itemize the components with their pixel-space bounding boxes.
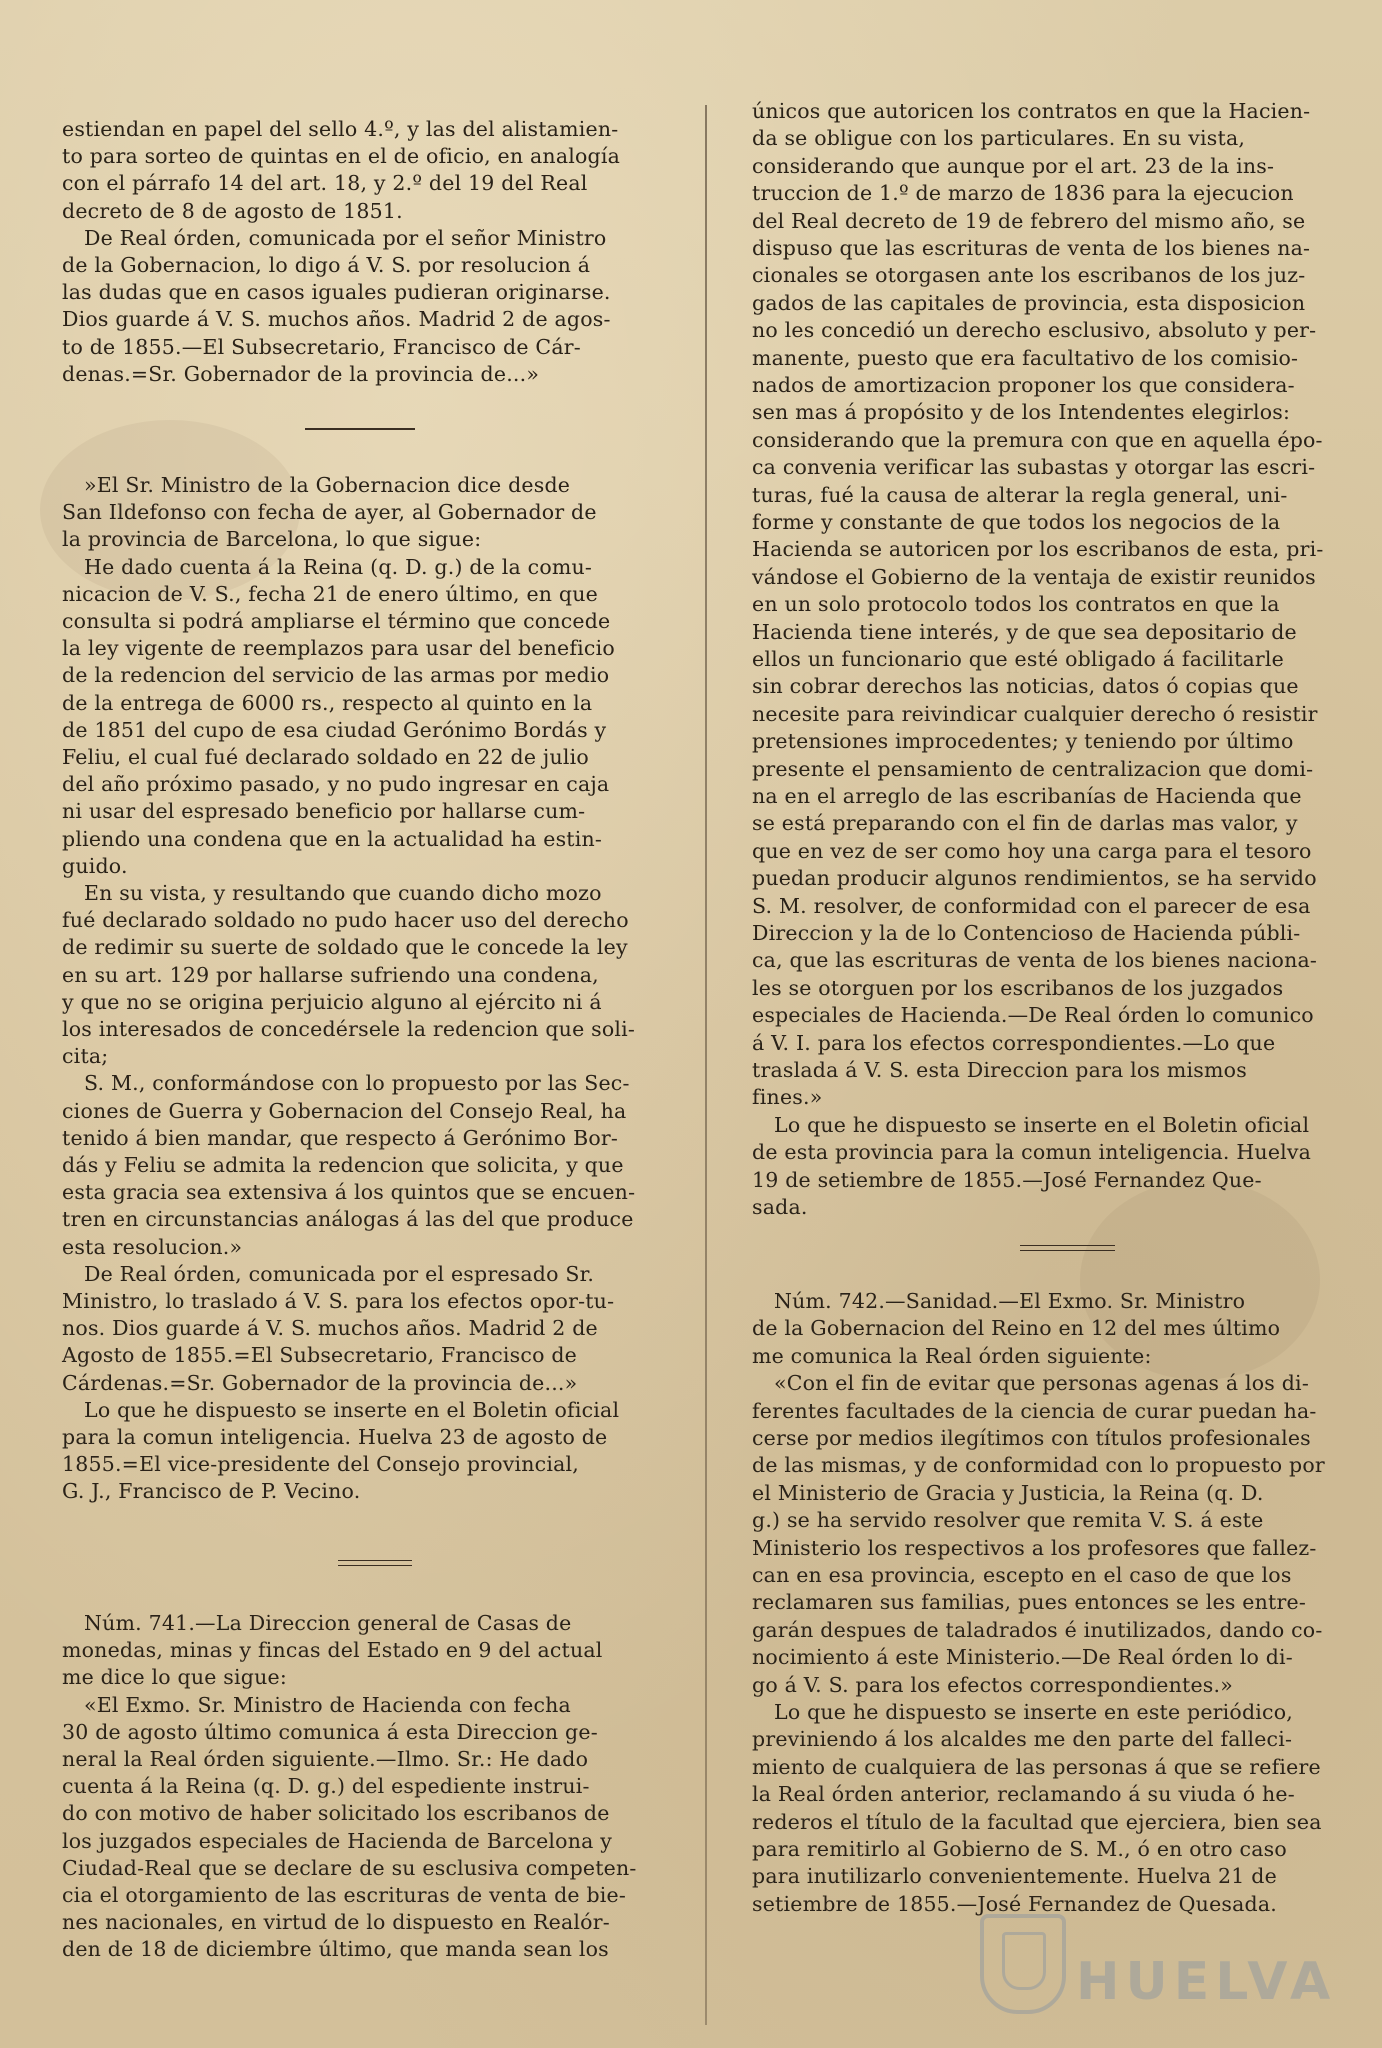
text-line: neral la Real órden siguiente.—Ilmo. Sr.: He dado xyxy=(62,1747,589,1771)
text-line: Hacienda se autoricen por los escribanos de esta, pri- xyxy=(752,537,1324,561)
text-line: Núm. 741.—La Direccion general de Casas de xyxy=(84,1611,572,1635)
text-line: Direccion y la de lo Contencioso de Hacienda públi- xyxy=(752,921,1301,945)
text-line: monedas, minas y fincas del Estado en 9 del actual xyxy=(62,1638,603,1662)
text-line: nados de amortizacion proponer los que considera- xyxy=(752,373,1295,397)
text-line: cionales se otorgasen ante los escribanos de los juz- xyxy=(752,263,1306,287)
text-line: les se otorguen por los escribanos de los juzgados xyxy=(752,976,1284,1000)
text-line: estiendan en papel del sello 4.º, y las del alistamien- xyxy=(62,117,619,141)
text-line: para la comun inteligencia. Huelva 23 de agosto de xyxy=(62,1425,608,1449)
text-line: el Ministerio de Gracia y Justicia, la Reina (q. D. xyxy=(752,1481,1264,1505)
text-line: San Ildefonso con fecha de ayer, al Gobernador de xyxy=(62,500,597,524)
section-separator xyxy=(1020,1245,1115,1251)
text-line: dás y Feliu se admita la redencion que solicita, y que xyxy=(62,1153,624,1177)
text-line: cia el otorgamiento de las escrituras de venta de bie- xyxy=(62,1883,627,1907)
text-line: la provincia de Barcelona, lo que sigue: xyxy=(62,527,482,551)
text-line: que en vez de ser como hoy una carga para el tesoro xyxy=(752,839,1312,863)
text-line: He dado cuenta á la Reina (q. D. g.) de la comu- xyxy=(84,555,593,579)
text-line: especiales de Hacienda.—De Real órden lo comunico xyxy=(752,1003,1314,1027)
text-line: gados de las capitales de provincia, esta disposicion xyxy=(752,291,1306,315)
text-line: considerando que la premura con que en aquella épo- xyxy=(752,428,1323,452)
text-line: cuenta á la Reina (q. D. g.) del espediente instrui- xyxy=(62,1774,590,1798)
text-line: de 1851 del cupo de esa ciudad Gerónimo Bordás y xyxy=(62,718,607,742)
text-line: na en el arreglo de las escribanías de Hacienda que xyxy=(752,784,1302,808)
text-line: necesite para reivindicar cualquier derecho ó resistir xyxy=(752,702,1318,726)
text-line: del Real decreto de 19 de febrero del mismo año, se xyxy=(752,209,1306,233)
text-line: de la redencion del servicio de las armas por medio xyxy=(62,663,610,687)
text-line: únicos que autoricen los contratos en que la Hacien- xyxy=(752,99,1311,123)
text-line: truccion de 1.º de marzo de 1836 para la ejecucion xyxy=(752,181,1294,205)
text-line: traslada á V. S. esta Direccion para los mismos xyxy=(752,1058,1247,1082)
text-line: Ministro, lo traslado á V. S. para los efectos opor-tu- xyxy=(62,1289,615,1313)
text-line: Lo que he dispuesto se inserte en el Boletin oficial xyxy=(774,1113,1310,1137)
text-line: nocimiento á este Ministerio.—De Real órden lo di- xyxy=(752,1645,1293,1669)
text-line: dispuso que las escrituras de venta de los bienes na- xyxy=(752,236,1311,260)
text-line: y que no se origina perjuicio alguno al ejército ni á xyxy=(62,990,602,1014)
text-line: forme y constante de que todos los negocios de la xyxy=(752,510,1281,534)
text-line: garán despues de taladrados é inutilizados, dando co- xyxy=(752,1618,1323,1642)
text-line: de la entrega de 6000 rs., respecto al quinto en la xyxy=(62,691,593,715)
text-line: go á V. S. para los efectos correspondientes.» xyxy=(752,1673,1233,1697)
watermark-text: HUELVA xyxy=(1076,1952,1337,2012)
text-line: nos. Dios guarde á V. S. muchos años. Madrid 2 de xyxy=(62,1316,598,1340)
text-line: Feliu, el cual fué declarado soldado en 22 de julio xyxy=(62,745,589,769)
text-line: nicacion de V. S., fecha 21 de enero último, en que xyxy=(62,582,598,606)
text-line: Agosto de 1855.=El Subsecretario, Francisco de xyxy=(62,1343,577,1367)
text-line: presente el pensamiento de centralizacion que domi- xyxy=(752,757,1314,781)
text-line: previniendo á los alcaldes me den parte del falleci- xyxy=(752,1727,1293,1751)
text-line: to de 1855.—El Subsecretario, Francisco de Cár- xyxy=(62,335,581,359)
text-line: turas, fué la causa de alterar la regla general, uni- xyxy=(752,483,1288,507)
section-separator xyxy=(305,428,415,430)
text-line: rederos el título de la facultad que ejerciera, bien sea xyxy=(752,1810,1322,1834)
text-line: de las mismas, y de conformidad con lo propuesto por xyxy=(752,1453,1325,1477)
text-line: ca, que las escrituras de venta de los bienes naciona- xyxy=(752,948,1318,972)
column-divider xyxy=(705,105,707,2025)
archive-shield-icon xyxy=(980,1914,1066,2014)
text-line: en su art. 129 por hallarse sufriendo una condena, xyxy=(62,963,599,987)
text-line: tren en circunstancias análogas á las del que produce xyxy=(62,1207,634,1231)
text-line: S. M. resolver, de conformidad con el parecer de esa xyxy=(752,894,1311,918)
text-line: S. M., conformándose con lo propuesto por las Sec- xyxy=(84,1071,630,1095)
text-line: Ministerio los respectivos a los profesores que fallez- xyxy=(752,1536,1317,1560)
text-line: me dice lo que sigue: xyxy=(62,1665,287,1689)
text-line: sen mas á propósito y de los Intendentes elegirlos: xyxy=(752,400,1291,424)
text-line: can en esa provincia, escepto en el caso de que los xyxy=(752,1563,1292,1587)
text-line: 30 de agosto último comunica á esta Direccion ge- xyxy=(62,1720,598,1744)
text-line: ellos un funcionario que esté obligado á facilitarle xyxy=(752,647,1285,671)
text-line: G. J., Francisco de P. Vecino. xyxy=(62,1479,361,1503)
text-line: considerando que aunque por el art. 23 de la ins- xyxy=(752,154,1275,178)
text-line: ferentes facultades de la ciencia de curar puedan ha- xyxy=(752,1399,1317,1423)
text-line: guido. xyxy=(62,854,128,878)
text-line: do con motivo de haber solicitado los escribanos de xyxy=(62,1801,610,1825)
text-line: ca convenia verificar las subastas y otorgar las escri- xyxy=(752,455,1316,479)
left-column xyxy=(62,0,672,2048)
text-line: reclamaren sus familias, pues entonces se les entre- xyxy=(752,1590,1306,1614)
text-line: fué declarado soldado no pudo hacer uso del derecho xyxy=(62,908,629,932)
text-line: den de 18 de diciembre último, que manda sean los xyxy=(62,1937,609,1961)
text-line: no les concedió un derecho esclusivo, absoluto y per- xyxy=(752,318,1317,342)
text-line: puedan producir algunos rendimientos, se ha servido xyxy=(752,866,1317,890)
text-line: ni usar del espresado beneficio por hallarse cum- xyxy=(62,799,586,823)
text-line: la ley vigente de reemplazos para usar del beneficio xyxy=(62,636,615,660)
text-line: 19 de setiembre de 1855.—José Fernandez Que- xyxy=(752,1168,1262,1192)
text-line: Lo que he dispuesto se inserte en el Boletin oficial xyxy=(84,1398,620,1422)
text-line: con el párrafo 14 del art. 18, y 2.º del 19 del Real xyxy=(62,171,588,195)
text-line: de redimir su suerte de soldado que le concede la ley xyxy=(62,935,628,959)
text-line: denas.=Sr. Gobernador de la provincia de...» xyxy=(62,362,540,386)
text-line: me comunica la Real órden siguiente: xyxy=(752,1344,1152,1368)
archive-watermark xyxy=(980,1906,1337,2016)
text-line: tenido á bien mandar, que respecto á Gerónimo Bor- xyxy=(62,1126,619,1150)
text-line: g.) se ha servido resolver que remita V. S. á este xyxy=(752,1508,1264,1532)
text-line: los juzgados especiales de Hacienda de Barcelona y xyxy=(62,1829,613,1853)
text-line: Ciudad-Real que se declare de su esclusiva competen- xyxy=(62,1856,637,1880)
section-separator xyxy=(338,1560,412,1566)
text-line: para remitirlo al Gobierno de S. M., ó en otro caso xyxy=(752,1837,1287,1861)
text-line: 1855.=El vice-presidente del Consejo provincial, xyxy=(62,1452,580,1476)
text-line: manente, puesto que era facultativo de los comisio- xyxy=(752,346,1299,370)
text-line: esta gracia sea extensiva á los quintos que se encuen- xyxy=(62,1180,636,1204)
text-line: pliendo una condena que en la actualidad ha estin- xyxy=(62,827,603,851)
text-line: decreto de 8 de agosto de 1851. xyxy=(62,199,403,223)
right-column xyxy=(752,0,1372,2048)
text-line: De Real órden, comunicada por el espresado Sr. xyxy=(84,1262,595,1286)
text-line: sada. xyxy=(752,1195,808,1219)
text-line: los interesados de concedérsele la redencion que soli- xyxy=(62,1017,636,1041)
text-line: de esta provincia para la comun inteligencia. Huelva xyxy=(752,1140,1312,1164)
text-line: De Real órden, comunicada por el señor Ministro xyxy=(84,226,607,250)
text-line: las dudas que en casos iguales pudieran originarse. xyxy=(62,280,611,304)
text-line: la Real órden anterior, reclamando á su viuda ó he- xyxy=(752,1782,1295,1806)
text-line: «Con el fin de evitar que personas agenas á los di- xyxy=(774,1371,1309,1395)
text-line: cerse por medios ilegítimos con títulos profesionales xyxy=(752,1426,1311,1450)
text-line: Dios guarde á V. S. muchos años. Madrid 2 de agos- xyxy=(62,307,611,331)
text-line: «El Exmo. Sr. Ministro de Hacienda con fecha xyxy=(84,1693,571,1717)
text-line: de la Gobernacion, lo digo á V. S. por resolucion á xyxy=(62,253,591,277)
text-line: Hacienda tiene interés, y de que sea depositario de xyxy=(752,620,1297,644)
text-line: miento de cualquiera de las personas á que se refiere xyxy=(752,1755,1321,1779)
text-line: Lo que he dispuesto se inserte en este periódico, xyxy=(774,1700,1293,1724)
text-line: consulta si podrá ampliarse el término que concede xyxy=(62,609,611,633)
text-line: pretensiones improcedentes; y teniendo por último xyxy=(752,729,1294,753)
text-line: se está preparando con el fin de darlas mas valor, y xyxy=(752,811,1298,835)
text-line: cita; xyxy=(62,1044,109,1068)
text-line: da se obligue con los particulares. En su vista, xyxy=(752,126,1246,150)
text-line: de la Gobernacion del Reino en 12 del mes último xyxy=(752,1316,1281,1340)
text-line: fines.» xyxy=(752,1085,823,1109)
text-line: to para sorteo de quintas en el de oficio, en analogía xyxy=(62,144,621,168)
text-line: del año próximo pasado, y no pudo ingresar en caja xyxy=(62,772,610,796)
text-line: esta resolucion.» xyxy=(62,1235,243,1259)
text-line: Núm. 742.—Sanidad.—El Exmo. Sr. Ministro xyxy=(774,1289,1246,1313)
text-line: ciones de Guerra y Gobernacion del Consejo Real, ha xyxy=(62,1099,627,1123)
text-line: »El Sr. Ministro de la Gobernacion dice desde xyxy=(84,473,571,497)
text-line: á V. I. para los efectos correspondientes.—Lo que xyxy=(752,1031,1276,1055)
text-line: Cárdenas.=Sr. Gobernador de la provincia de...» xyxy=(62,1371,578,1395)
text-line: sin cobrar derechos las noticias, datos ó copias que xyxy=(752,674,1299,698)
text-line: nes nacionales, en virtud de lo dispuesto en Realór- xyxy=(62,1910,610,1934)
text-line: para inutilizarlo convenientemente. Huelva 21 de xyxy=(752,1864,1277,1888)
text-line: en un solo protocolo todos los contratos en que la xyxy=(752,592,1280,616)
text-line: vándose el Gobierno de la ventaja de existir reunidos xyxy=(752,565,1316,589)
text-line: En su vista, y resultando que cuando dicho mozo xyxy=(84,881,602,905)
text-line: setiembre de 1855.—José Fernandez de Quesada. xyxy=(752,1892,1278,1916)
